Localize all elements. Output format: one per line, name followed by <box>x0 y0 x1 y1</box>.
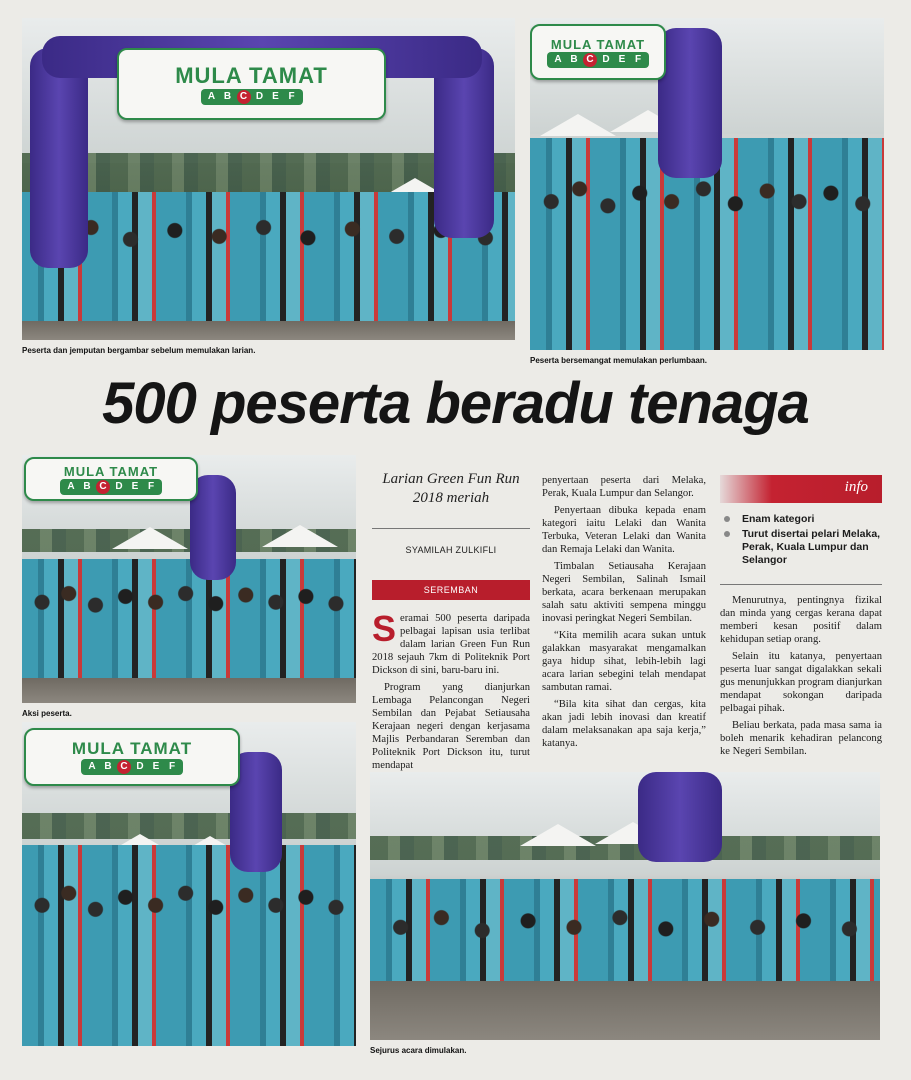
arch-letter-strip <box>547 52 649 68</box>
info-list-item <box>720 513 882 526</box>
arch-letter: E <box>131 480 139 492</box>
arch-post-right <box>658 28 722 178</box>
article-paragraph: Program yang dianjurkan Lembaga Pelancongan Negeri Sembilan dan Pejabat Setiausaha Kerajaan negeri dengan kerjasama Majlis Perbandaran Seremban dan Politeknik Port Dickson itu, turut mendapat <box>372 682 530 771</box>
arch-letter: D <box>602 53 610 65</box>
divider <box>720 584 882 585</box>
crowd <box>22 845 356 1046</box>
arch-banner <box>530 24 666 80</box>
byline: SYAMILAH ZULKIFLI <box>405 545 497 555</box>
arch-letter: C <box>117 760 131 774</box>
ground <box>22 678 356 703</box>
arch-banner <box>24 457 198 501</box>
drop-cap: S <box>372 608 397 649</box>
arch-letter: A <box>554 53 562 65</box>
ground <box>370 981 880 1040</box>
photo-crowd-arch <box>22 722 356 1046</box>
arch-letter: B <box>104 761 112 772</box>
arch-letter: B <box>570 53 578 65</box>
article-paragraph-text: eramai 500 peserta daripada pelbagai lapisan usia terlibat dalam larian Green Fun Run 2018 sejauh 7km di Politeknik Port Dickson di sini, baru-baru ini. <box>372 613 530 676</box>
photo-race-start <box>370 772 880 1040</box>
article-paragraph: Beliau berkata, pada masa sama ia boleh menarik kehadiran pelancong ke Negeri Sembilan. <box>720 720 882 757</box>
photo-caption: Sejurus acara dimulakan. <box>370 1046 467 1055</box>
arch-letter-strip <box>60 479 162 495</box>
arch-title: MULA TAMAT <box>63 463 159 479</box>
arch-letter-strip <box>81 759 183 775</box>
arch-letter: B <box>223 91 232 102</box>
arch-letter: B <box>83 480 91 492</box>
article-paragraph: Menurutnya, pentingnya fizikal dan minda yang cergas kerana dapat memberi kesan positif dalam kehidupan setiap orang. <box>720 595 882 645</box>
photo-runner-action <box>22 455 356 703</box>
article-column-2 <box>542 474 706 754</box>
subheadline: Larian Green Fun Run 2018 meriah <box>382 471 520 506</box>
arch-letter: C <box>96 480 110 494</box>
arch-letter: A <box>67 480 75 492</box>
arch-title: MULA TAMAT <box>71 739 193 758</box>
info-list-item <box>720 528 882 567</box>
arch-letter: D <box>255 91 264 102</box>
arch-post-left <box>30 48 88 268</box>
photo-caption: Aksi peserta. <box>22 709 72 718</box>
arch-letter: F <box>288 91 295 102</box>
article-paragraph: Penyertaan dibuka kepada enam kategori iaitu Lelaki dan Wanita Terbuka, Veteran Lelaki dan Wanita dan Remaja Lelaki dan Wanita. <box>542 505 706 555</box>
dateline-tag: SEREMBAN <box>372 580 530 600</box>
tent-canopy <box>520 824 596 846</box>
arch-banner <box>24 728 240 786</box>
arch-letter: C <box>583 53 597 67</box>
info-item-text: Turut disertai pelari Melaka, Perak, Kuala Lumpur dan Selangor <box>742 528 881 566</box>
arch-letter: E <box>152 761 160 772</box>
article-paragraph: “Kita memilih acara sukan untuk galakkan masyarakat mengamalkan gaya hidup sihat, lebih-lebih lagi acara larian sebegini telah mendapat sambutan ramai. <box>542 630 706 693</box>
bullet-icon <box>724 516 730 522</box>
tent-canopy <box>540 114 616 136</box>
photo-caption: Peserta dan jemputan bergambar sebelum memulakan larian. <box>22 346 256 355</box>
arch-letter: D <box>136 761 144 772</box>
headline: 500 peserta beradu tenaga <box>102 371 809 436</box>
arch-banner <box>117 48 386 120</box>
photo-caption: Peserta bersemangat memulakan perlumbaan. <box>530 356 707 365</box>
info-label: info <box>844 479 868 495</box>
divider <box>372 528 530 529</box>
arch-title: MULA TAMAT <box>550 36 646 52</box>
ground <box>22 321 515 340</box>
arch-letter-strip <box>201 89 303 105</box>
arch-title: MULA TAMAT <box>175 63 328 88</box>
arch-post <box>638 772 722 862</box>
article-paragraph: “Bila kita sihat dan cergas, kita akan jadi lebih inovasi dan kreatif dalam melaksanakan apa saja kerja,” katanya. <box>542 699 706 749</box>
arch-letter: E <box>618 53 626 65</box>
article-paragraph: penyertaan peserta dari Melaka, Perak, Kuala Lumpur dan Selangor. <box>542 475 706 499</box>
arch-letter: F <box>147 480 155 492</box>
article-column-1 <box>372 608 530 776</box>
article-paragraph <box>372 608 530 677</box>
info-list <box>720 513 882 569</box>
arch-letter: A <box>88 761 96 772</box>
arch-letter: D <box>115 480 123 492</box>
info-header-bar <box>720 475 882 503</box>
article-paragraph: Timbalan Setiausaha Kerajaan Negeri Sembilan, Salinah Ismail berkata, acara berkenaan merupakan salah satu aktiviti sempena minggu inovasi peringkat Negeri Sembilan. <box>542 561 706 624</box>
arch-letter: E <box>272 91 279 102</box>
info-item-text: Enam kategori <box>742 513 815 525</box>
arch-letter: C <box>237 90 251 104</box>
bullet-icon <box>724 531 730 537</box>
info-box <box>720 475 882 581</box>
arch-letter: F <box>168 761 176 772</box>
article-column-3 <box>720 594 882 762</box>
photo-runners-start <box>530 18 884 350</box>
trees <box>22 813 356 839</box>
article-paragraph: Selain itu katanya, penyertaan peserta luar sangat digalakkan sekali gus menunjukkan program dianjurkan mendapat sokongan daripada pelbagai pihak. <box>720 651 882 714</box>
arch-letter: A <box>207 91 216 102</box>
tent-canopy <box>262 525 338 547</box>
photo-group-start-arch <box>22 18 515 340</box>
arch-letter: F <box>634 53 642 65</box>
tent-canopy <box>112 527 188 549</box>
